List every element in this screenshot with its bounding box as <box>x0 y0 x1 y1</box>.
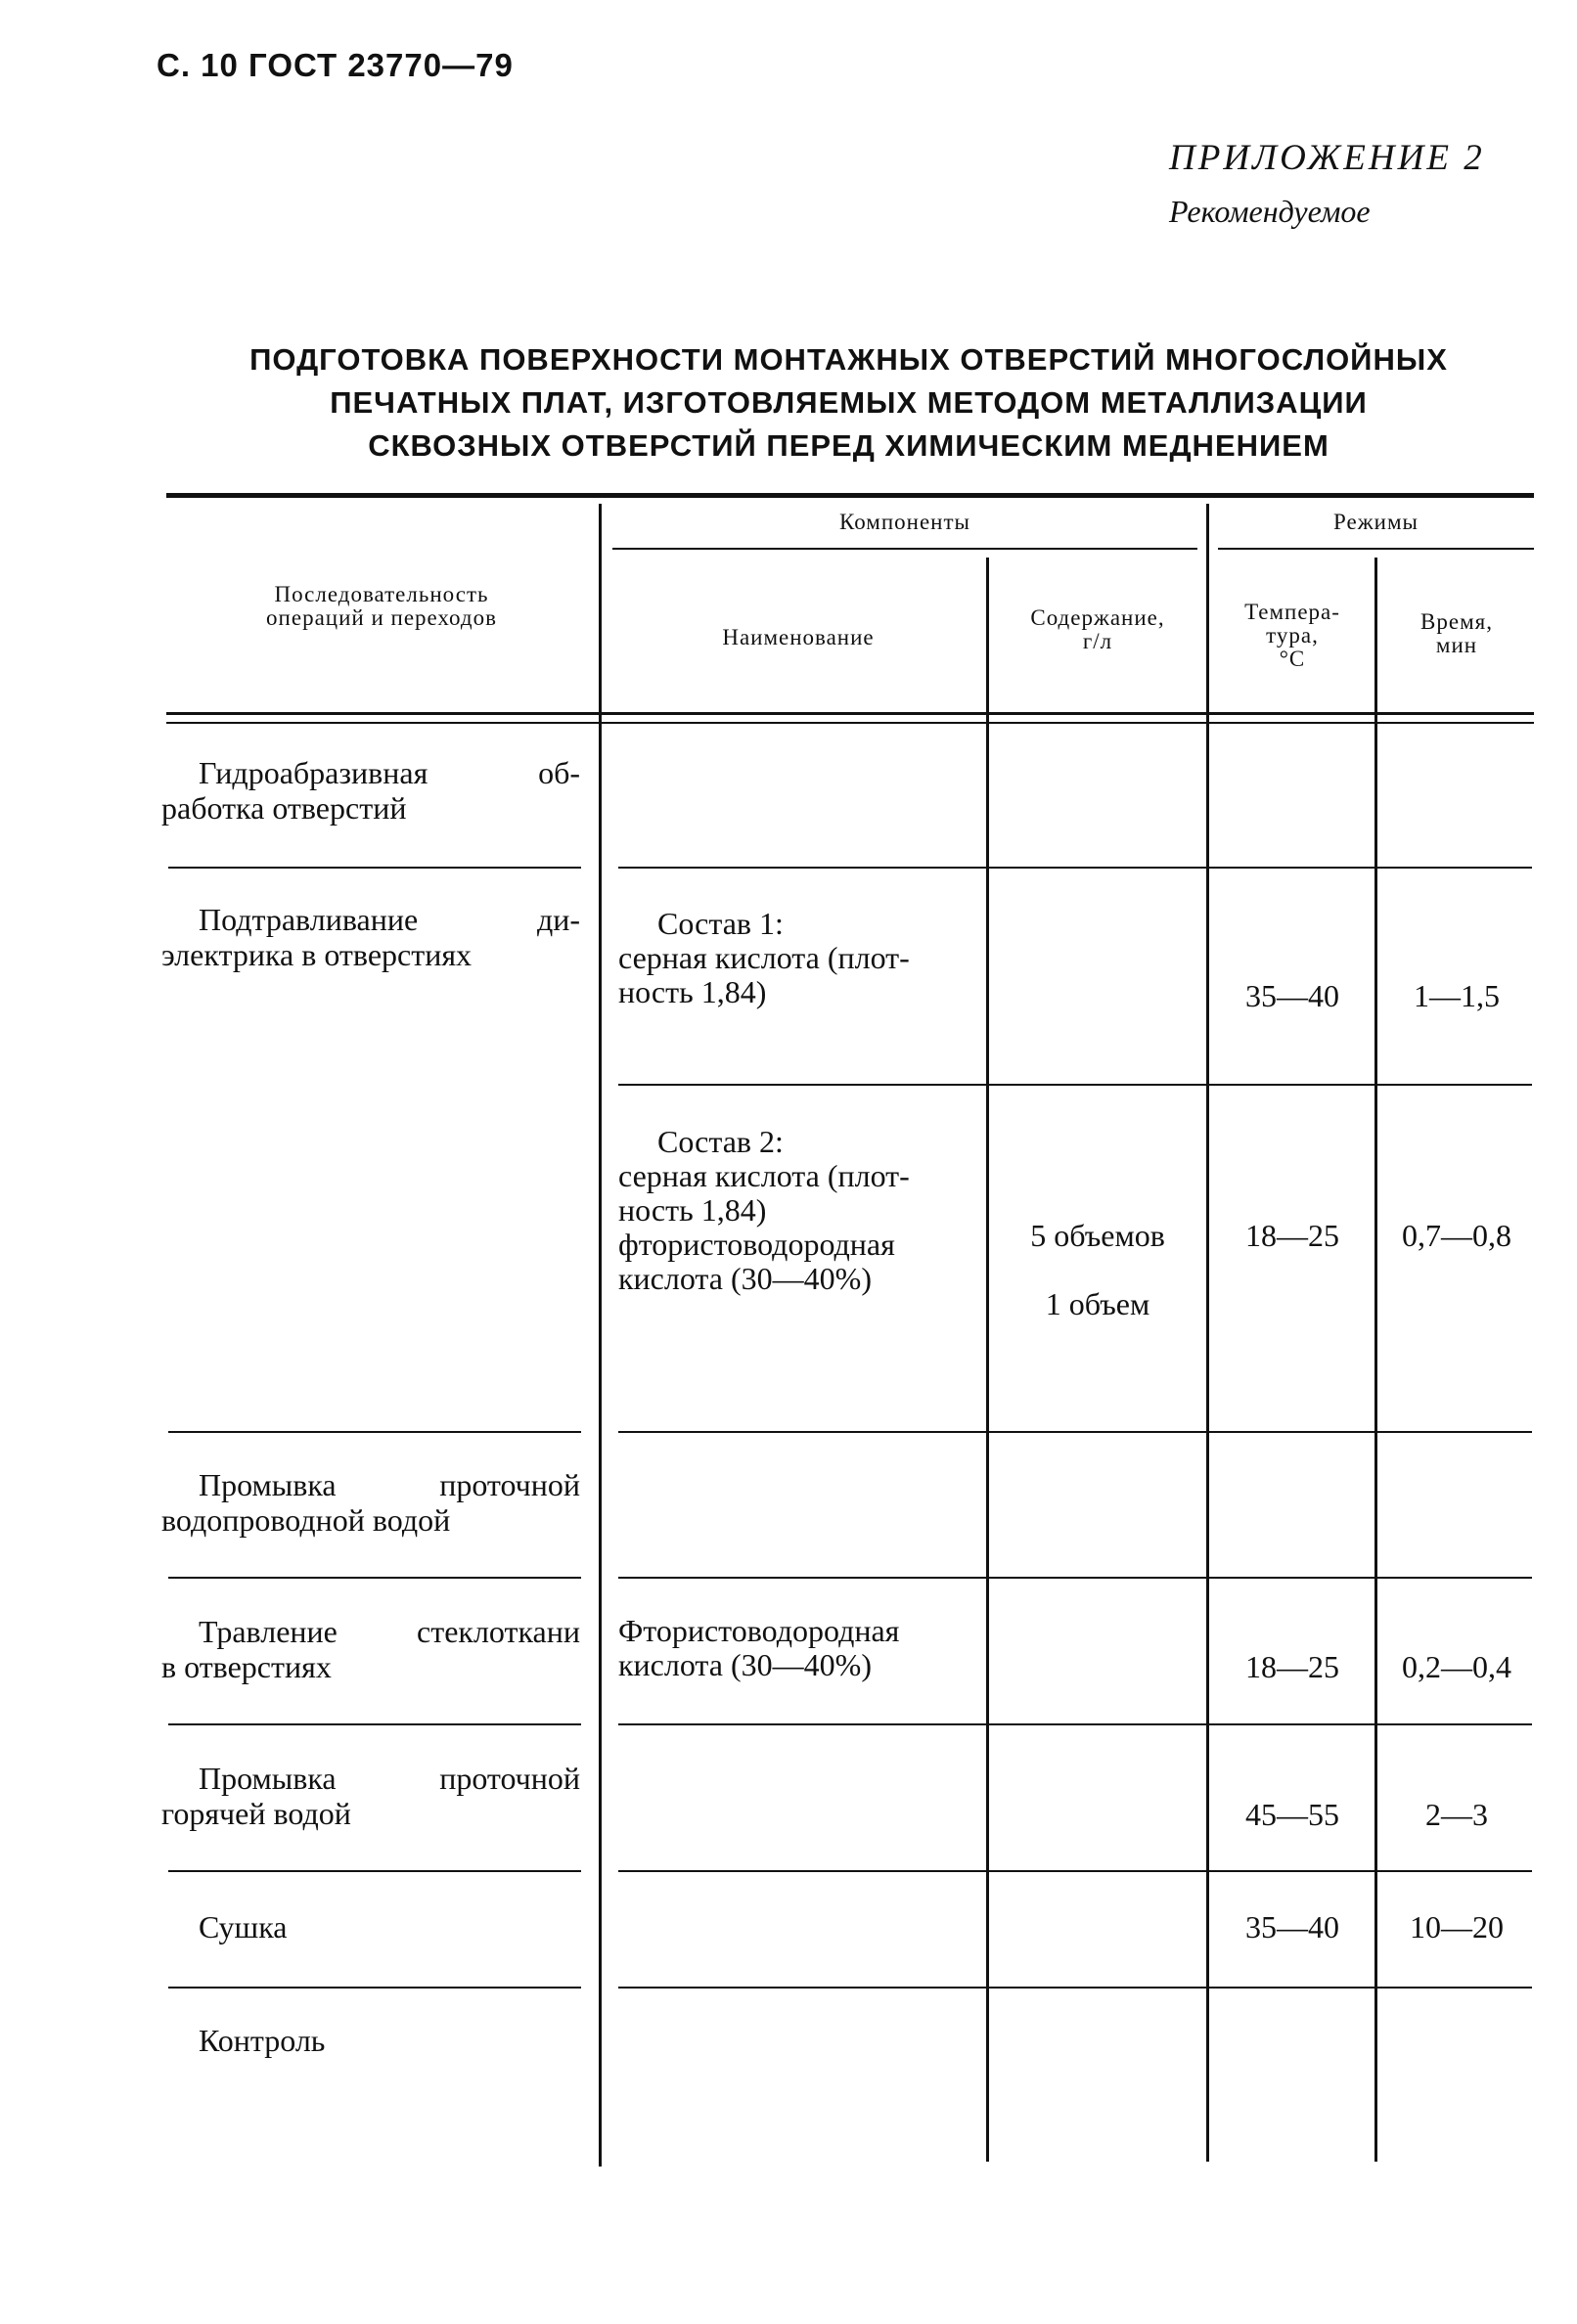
row-rule <box>618 1987 1532 1989</box>
row-rule <box>168 1431 581 1433</box>
time-value: 1—1,5 <box>1414 978 1500 1013</box>
component-1 <box>618 907 982 1009</box>
temp-value: 35—40 <box>1245 1909 1339 1944</box>
row-rule <box>618 867 1532 869</box>
row-rule <box>168 1987 581 1989</box>
operation-line: горячей водой <box>161 1796 351 1831</box>
row-rule <box>618 1723 1532 1725</box>
operation-line: электрика в отверстиях <box>161 937 473 972</box>
operation-line: в отверстиях <box>161 1649 332 1684</box>
header-time-line: мин <box>1435 633 1478 657</box>
table-top-rule <box>166 493 1534 498</box>
component-title: Состав 1: <box>657 906 784 941</box>
content-value: 5 объемов <box>1030 1218 1165 1253</box>
header-temp-line: тура, <box>1266 623 1319 648</box>
component-line: кислота (30—40%) <box>618 1261 872 1296</box>
operation-line: работка отверстий <box>161 790 407 826</box>
header-temperature <box>1210 601 1374 671</box>
col-divider <box>986 558 989 2162</box>
component-line: серная кислота (плот- <box>618 940 910 975</box>
header-time <box>1378 610 1535 657</box>
content-value: 1 объем <box>1045 1286 1150 1321</box>
operation-line: Травление стеклоткани <box>199 1614 580 1649</box>
time-value: 0,2—0,4 <box>1402 1649 1511 1684</box>
row-rule <box>618 1577 1532 1579</box>
header-content <box>990 606 1205 653</box>
component-line: ность 1,84) <box>618 1192 767 1228</box>
row-rule <box>168 1577 581 1579</box>
row-operation: Сушка <box>199 1909 288 1944</box>
operation-line: водопроводной водой <box>161 1502 451 1538</box>
time-value: 0,7—0,8 <box>1402 1218 1511 1253</box>
title-line: ПЕЧАТНЫХ ПЛАТ, ИЗГОТОВЛЯЕМЫХ МЕТОДОМ МЕТАЛЛИЗАЦИИ <box>330 385 1368 420</box>
component-2 <box>618 1125 982 1296</box>
header-content-line: г/л <box>1082 629 1113 653</box>
component-hf <box>618 1614 982 1682</box>
component-line: фтористоводородная <box>618 1227 895 1262</box>
row-rule <box>168 1723 581 1725</box>
header-temp-line: Темпера- <box>1244 600 1340 624</box>
title-line: СКВОЗНЫХ ОТВЕРСТИЙ ПЕРЕД ХИМИЧЕСКИМ МЕДНЕНИЕМ <box>368 428 1329 463</box>
row-rule <box>618 1084 1532 1086</box>
operation-line: Промывка проточной <box>199 1761 580 1796</box>
page-header: С. 10 ГОСТ 23770—79 <box>157 47 514 83</box>
header-sequence <box>176 583 587 630</box>
header-content-line: Содержание, <box>1030 605 1165 630</box>
component-line: кислота (30—40%) <box>618 1647 872 1682</box>
col-divider <box>1206 504 1209 2162</box>
title-line: ПОДГОТОВКА ПОВЕРХНОСТИ МОНТАЖНЫХ ОТВЕРСТИЙ МНОГОСЛОЙНЫХ <box>249 342 1448 377</box>
document-title <box>166 338 1531 468</box>
header-time-line: Время, <box>1420 609 1493 634</box>
appendix-title: ПРИЛОЖЕНИЕ 2 <box>1169 138 1485 178</box>
modes-rule <box>1218 548 1534 550</box>
row-operation: Контроль <box>199 2023 326 2058</box>
row-rule <box>168 867 581 869</box>
col-divider <box>1374 558 1377 2162</box>
header-bottom-rule <box>166 712 1534 715</box>
header-name: Наименование <box>722 625 875 649</box>
temp-value: 18—25 <box>1245 1649 1339 1684</box>
operation-line: Гидроабразивная об- <box>199 755 580 790</box>
header-sequence-line: операций и переходов <box>266 605 497 630</box>
row-operation <box>161 1614 580 1684</box>
row-operation <box>161 755 580 826</box>
row-rule <box>618 1870 1532 1872</box>
time-value: 2—3 <box>1425 1797 1488 1832</box>
header-bottom-rule-2 <box>166 722 1534 724</box>
appendix-subtitle: Рекомендуемое <box>1169 194 1371 229</box>
temp-value: 45—55 <box>1245 1797 1339 1832</box>
temp-value: 18—25 <box>1245 1218 1339 1253</box>
header-sequence-line: Последовательность <box>274 582 489 606</box>
component-line: Фтористоводородная <box>618 1613 900 1648</box>
row-operation <box>161 902 580 972</box>
row-operation <box>161 1761 580 1831</box>
time-value: 10—20 <box>1410 1909 1504 1944</box>
row-operation <box>161 1467 580 1538</box>
header-modes: Режимы <box>1333 510 1419 534</box>
row-rule <box>168 1870 581 1872</box>
components-rule <box>612 548 1197 550</box>
operation-line: Промывка проточной <box>199 1467 580 1502</box>
component-title: Состав 2: <box>657 1124 784 1159</box>
component-line: серная кислота (плот- <box>618 1158 910 1193</box>
header-components: Компоненты <box>839 510 970 534</box>
component-line: ность 1,84) <box>618 974 767 1009</box>
header-temp-line: °С <box>1279 647 1306 671</box>
operation-line: Подтравливание ди- <box>199 902 580 937</box>
row-rule <box>618 1431 1532 1433</box>
col-divider <box>599 504 602 2167</box>
temp-value: 35—40 <box>1245 978 1339 1013</box>
